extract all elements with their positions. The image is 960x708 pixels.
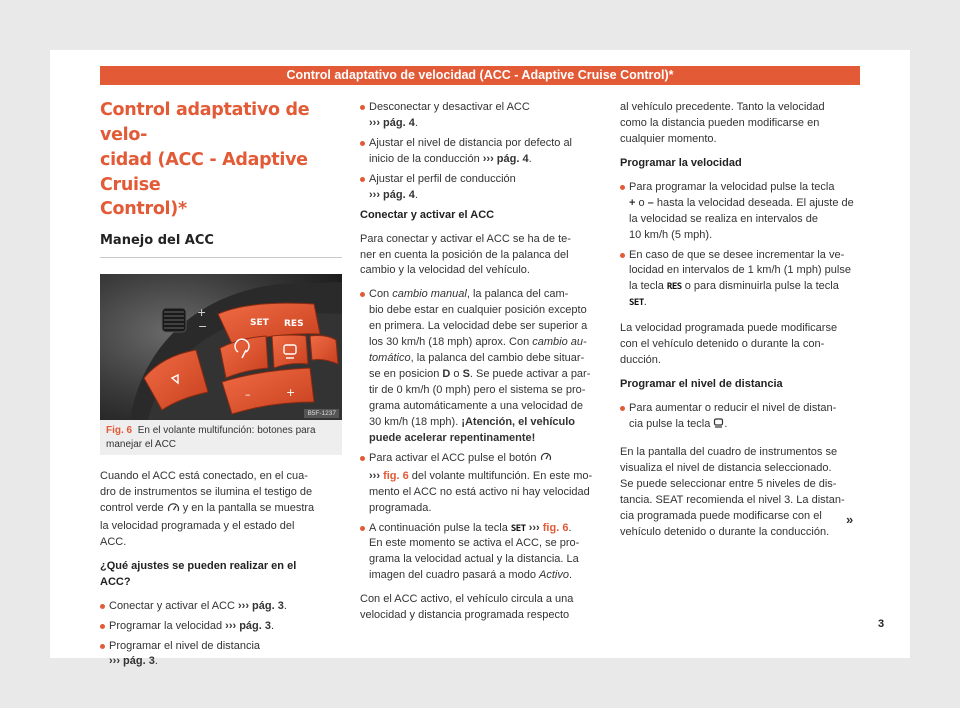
list-item: En caso de que se desee incrementar la ve- locidad en intervalos de 1 km/h (1 mph) pulse la tecla RES o para disminuirla pulse la tecla SET. bbox=[620, 248, 860, 312]
list-item: A continuación pulse la tecla SET ››› fig. 6. En este momento se activa el ACC, se pro- grama la velocidad actual y la distancia. La imagen del cuadro pasará a modo Activo. bbox=[360, 521, 602, 585]
page-number: 3 bbox=[878, 618, 885, 630]
paragraph-continued: al vehículo precedente. Tanto la velocidad como la distancia pueden modificarse en cualquier momento. bbox=[620, 101, 825, 145]
section-subtitle: Manejo del ACC bbox=[100, 232, 342, 258]
paragraph-programada: La velocidad programada puede modificarse con el vehículo detenido o durante la con- ducción. bbox=[620, 322, 838, 367]
heading-programar-distancia: Programar el nivel de distancia bbox=[620, 378, 783, 391]
list-item: Para aumentar o reducir el nivel de distan- cia pulse la tecla . bbox=[620, 401, 860, 435]
res-button-label: RES bbox=[284, 319, 304, 330]
acc-button-icon bbox=[540, 452, 552, 469]
column-1 bbox=[100, 98, 342, 674]
list-item: Programar el nivel de distancia ››› pág. 3. bbox=[100, 639, 342, 671]
chapter-header-title: Control adaptativo de velocidad (ACC - Adaptive Cruise Control)* bbox=[286, 68, 674, 82]
heading-programar-velocidad: Programar la velocidad bbox=[620, 156, 742, 169]
question-heading: ¿Qué ajustes se pueden realizar en el ACC? bbox=[100, 559, 297, 588]
list-item: Ajustar el nivel de distancia por defecto al inicio de la conducción ››› pág. 4. bbox=[360, 136, 602, 168]
list-item: Con cambio manual, la palanca del cam- bio debe estar en cualquier posición excepto en primera. La velocidad debe ser superior a los 30 km/h (18 mph) aprox. Con cambio au- tomático, la palanca del cambio debe situar- se en posicion D o S. Se puede activar a par- tir de 0 km/h (0 mph) pero el sistema se pro- grama automáticamente a una velocidad de 30 km/h (18 mph). ¡Atención, el vehículo puede acelerar repentinamente! bbox=[360, 287, 602, 446]
caption-figure-ref: Fig. 6 bbox=[106, 425, 133, 437]
steering-wheel-illustration bbox=[100, 274, 342, 420]
plus-button-label: + bbox=[286, 386, 296, 400]
column-2 bbox=[360, 100, 602, 632]
steering-wheel-figure bbox=[100, 274, 342, 420]
acc-speedometer-icon bbox=[167, 502, 180, 519]
column-3 bbox=[620, 100, 860, 549]
set-key-icon: SET bbox=[510, 523, 526, 534]
heading-conectar: Conectar y activar el ACC bbox=[360, 208, 495, 221]
set-key-icon: SET bbox=[629, 298, 644, 309]
list-item: Para activar el ACC pulse el botón ››› fig. 6 del volante multifunción. En este mo- mento el ACC no está activo ni hay velocidad programada. bbox=[360, 451, 602, 517]
paragraph-conectar: Para conectar y activar el ACC se ha de te- ner en cuenta la posición de la palanca del cambio y la velocidad del vehículo. bbox=[360, 232, 571, 277]
figure-image-id: B5F-1237 bbox=[304, 409, 339, 418]
section-title: Control adaptativo de velo- cidad (ACC - Adaptive Cruise Control)* bbox=[100, 100, 310, 220]
set-button-label: SET bbox=[250, 318, 269, 329]
list-item: Para programar la velocidad pulse la tecla + o – hasta la velocidad deseada. El ajuste de la velocidad se realiza en intervalos de 10 km/h (5 mph). bbox=[620, 180, 860, 244]
list-item: Ajustar el perfil de conducción ››› pág. 4. bbox=[360, 172, 602, 204]
svg-text:−: − bbox=[198, 320, 208, 334]
continue-marker: » bbox=[846, 512, 854, 527]
paragraph-activo: Con el ACC activo, el vehículo circula a una velocidad y distancia programada respecto bbox=[360, 593, 574, 622]
list-item: Programar la velocidad ››› pág. 3. bbox=[100, 619, 342, 635]
figure-caption bbox=[100, 420, 342, 455]
svg-text:+: + bbox=[197, 306, 207, 320]
intro-paragraph: Cuando el ACC está conectado, en el cua- dro de instrumentos se ilumina el testigo de control verde y en la pantalla se muestra la velocidad programada y el estado del ACC. bbox=[100, 470, 315, 548]
paragraph-distancia: En la pantalla del cuadro de instrumentos se visualiza el nivel de distancia seleccionado. Se puede seleccionar entre 5 niveles de dis- tancia. SEAT recomienda el nivel 3. La distan- cia programada puede modificarse con el vehículo detenido o durante la conducción. bbox=[620, 445, 845, 538]
res-key-icon: RES bbox=[666, 282, 682, 293]
list-item: Conectar y activar el ACC ››› pág. 3. bbox=[100, 599, 342, 615]
caption-text: En el volante multifunción: botones para manejar el ACC bbox=[106, 425, 316, 450]
chapter-header-bar bbox=[100, 66, 860, 85]
list-item: Desconectar y desactivar el ACC ››› pág. 4. bbox=[360, 100, 602, 132]
minus-button-label: – bbox=[245, 388, 251, 402]
distance-key-icon bbox=[713, 418, 724, 435]
